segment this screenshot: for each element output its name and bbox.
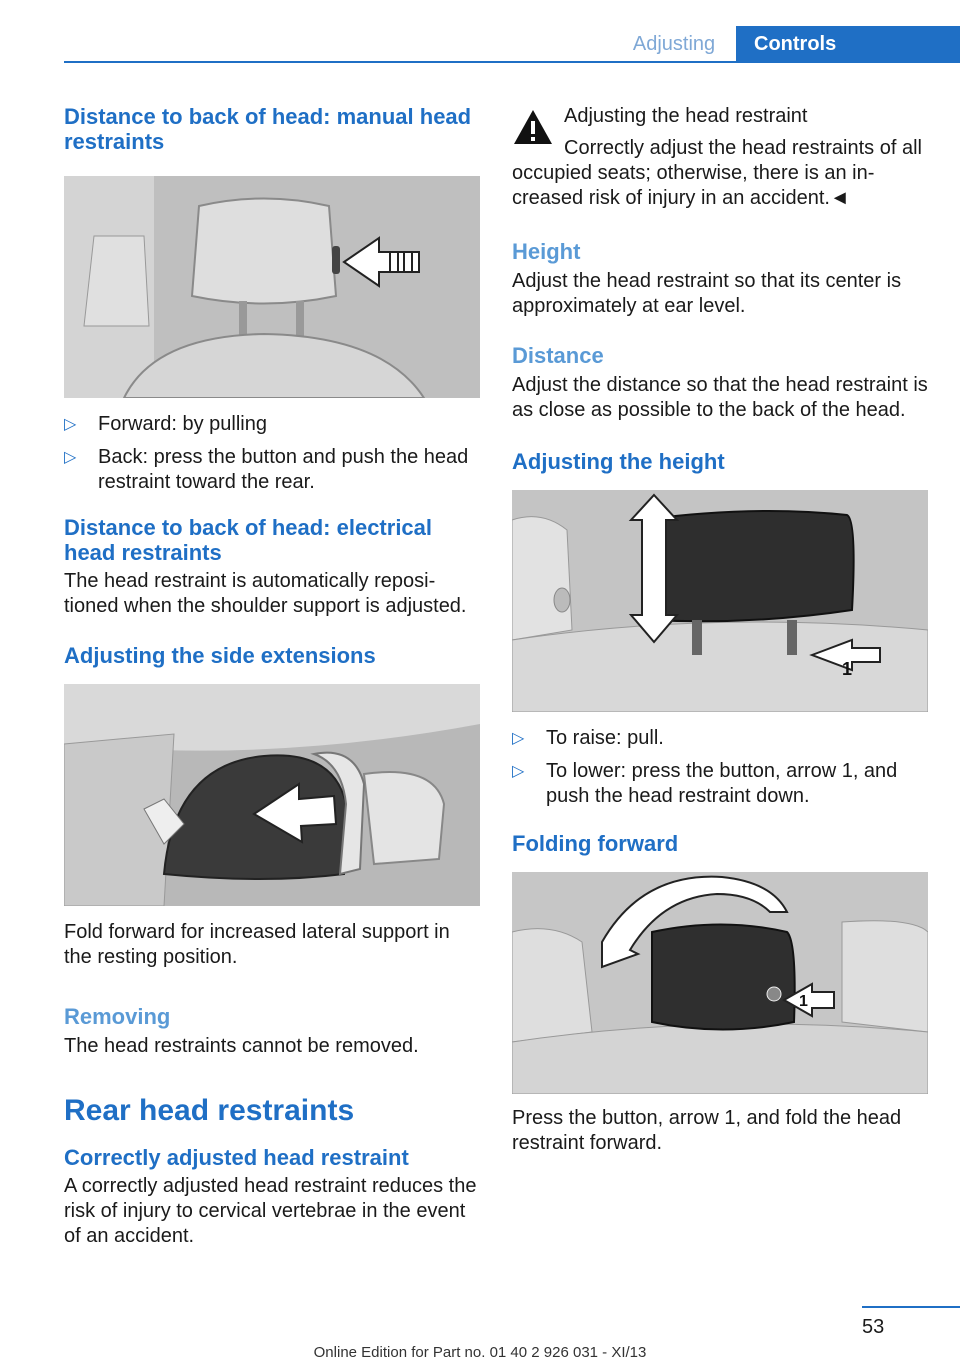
warning-block <box>512 104 928 129</box>
list-item: ▷ Forward: by pulling <box>64 413 267 435</box>
distance-title: Distance <box>512 343 604 368</box>
distance-text: Adjust the distance so that the head restraint is as close as possible to the back of the head. <box>512 374 928 421</box>
warning-icon <box>512 108 554 146</box>
adjusting-height-title: Adjusting the height <box>512 449 725 474</box>
manual-bullets <box>64 412 482 495</box>
header-tab-controls: Controls <box>736 26 960 62</box>
removing-text: The head restraints cannot be removed. <box>64 1035 419 1057</box>
height-text: Adjust the head restraint so that its center is approximately at ear level. <box>512 270 902 317</box>
list-item: ▷ To raise: pull. <box>512 727 664 749</box>
triangle-bullet-icon: ▷ <box>512 730 525 747</box>
warning-title: Adjusting the head restraint <box>564 105 808 127</box>
electrical-text: The head restraint is automatically reposi-tioned when the shoulder support is adjusted. <box>64 570 467 617</box>
height-title: Height <box>512 239 581 264</box>
section-title-manual: Distance to back of head: manual head restraints <box>64 104 472 154</box>
removing-title: Removing <box>64 1004 171 1029</box>
folding-forward-image <box>512 872 928 1094</box>
header-tab-adjusting: Adjusting <box>632 33 716 55</box>
folding-forward-text: Press the button, arrow 1, and fold the head restraint forward. <box>512 1107 902 1154</box>
page-number: 53 <box>862 1316 885 1338</box>
triangle-bullet-icon: ▷ <box>64 449 77 466</box>
adjusting-height-bullets <box>512 726 928 809</box>
triangle-bullet-icon: ▷ <box>512 763 525 780</box>
list-item: ▷ Back: press the button and push the head restraint toward the rear. <box>64 446 469 493</box>
correct-adjusted-title: Correctly adjusted head restraint <box>64 1145 409 1170</box>
correct-adjusted-text: A correctly adjusted head restraint reduces the risk of injury to cervical vertebrae in the event of an accident. <box>64 1175 477 1247</box>
right-column <box>512 104 928 1156</box>
side-extensions-image <box>64 684 480 906</box>
footer-edition: Online Edition for Part no. 01 40 2 926 031 - XI/13 <box>313 1344 647 1361</box>
list-item: ▷ To lower: press the button, arrow 1, and push the head restraint down. <box>512 760 898 807</box>
footer-rule <box>862 1306 960 1308</box>
adjusting-height-image <box>512 490 928 712</box>
manual-head-restraint-image <box>64 176 480 398</box>
folding-forward-title: Folding forward <box>512 831 679 856</box>
header-rule <box>64 61 960 63</box>
triangle-bullet-icon: ▷ <box>64 416 77 433</box>
rear-head-restraints-title: Rear head restraints <box>64 1094 355 1127</box>
warning-text: Correctly adjust the head restraints of all occupied seats; otherwise, there is an in-creased risk of injury in an accident.◄ <box>512 137 922 209</box>
side-extensions-text: Fold forward for increased lateral support in the resting position. <box>64 921 450 968</box>
left-column <box>64 104 482 1249</box>
section-title-side-extensions: Adjusting the side extensions <box>64 643 376 668</box>
arrow-label-1: 1 <box>799 993 808 1010</box>
section-title-electrical: Distance to back of head: electrical head restraints <box>64 515 433 565</box>
arrow-label-1: 1 <box>842 659 853 679</box>
